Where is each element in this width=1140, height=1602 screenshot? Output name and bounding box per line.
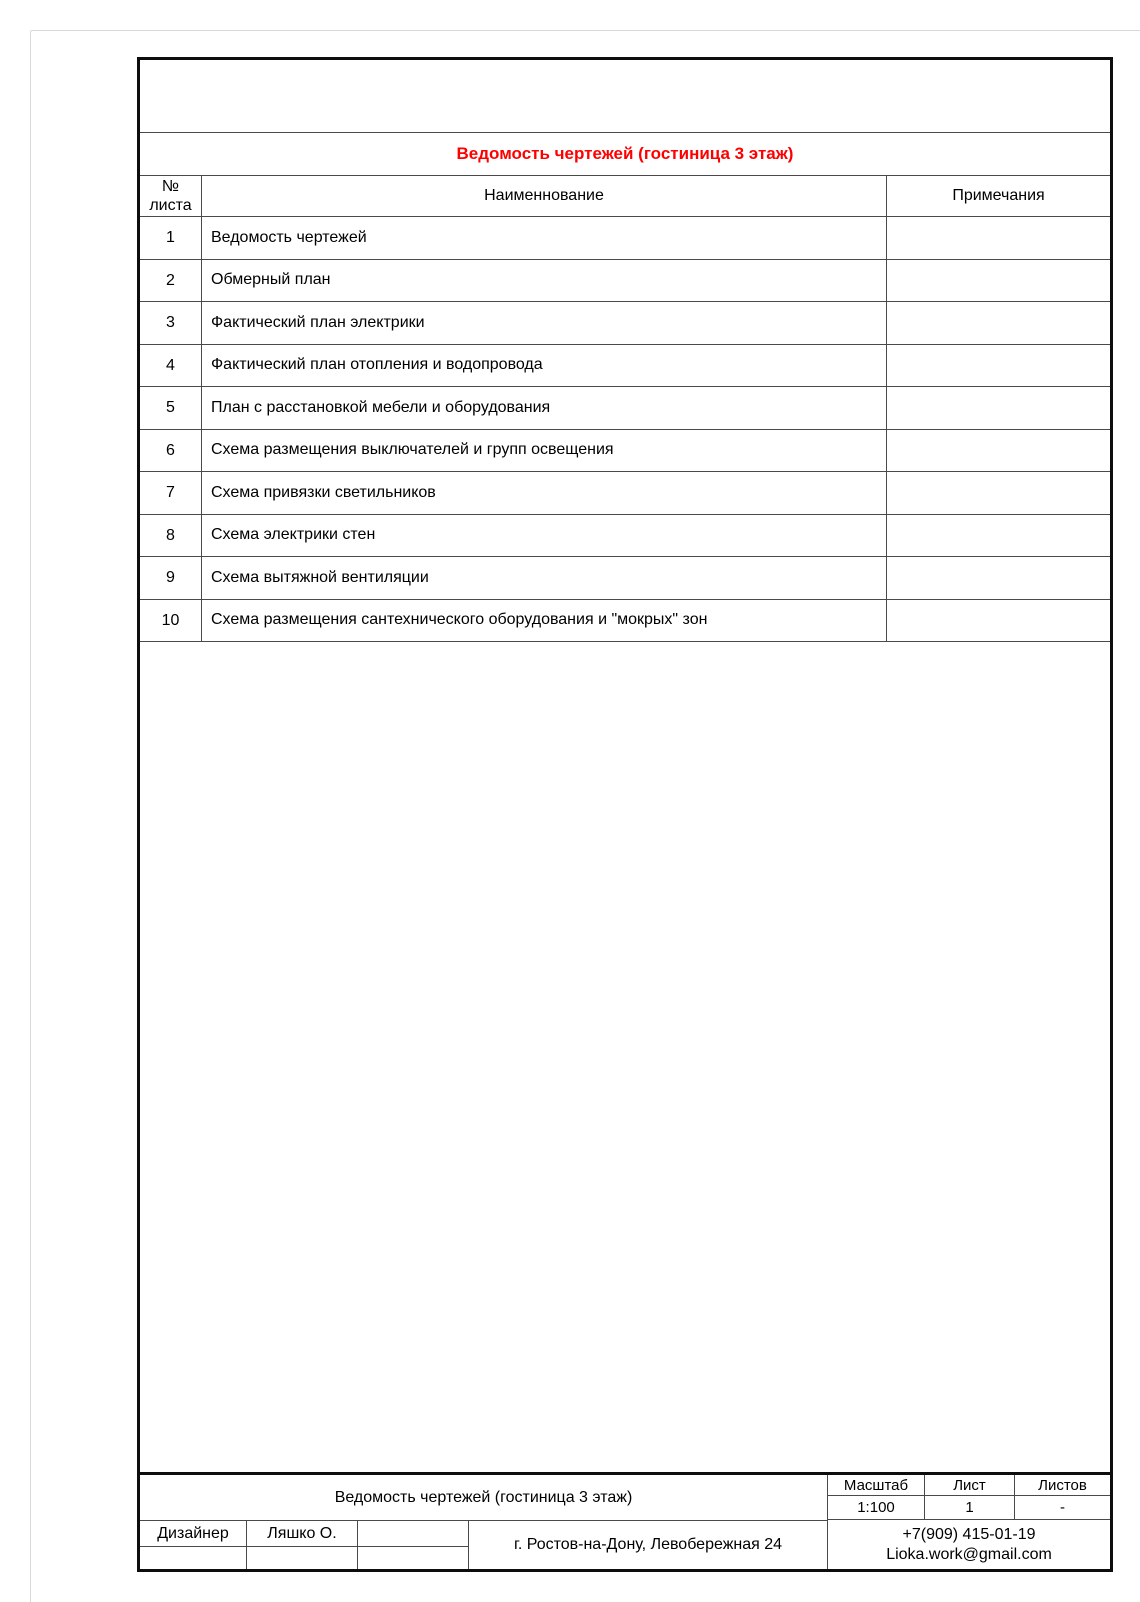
stamp-title-text: Ведомость чертежей (гостиница 3 этаж) — [334, 1488, 633, 1506]
phone-number: +7(909) 415-01-19 — [902, 1525, 1036, 1543]
row-notes — [886, 430, 1110, 472]
table-row — [140, 216, 1110, 259]
row-number: 5 — [140, 387, 202, 429]
table-row — [140, 301, 1110, 344]
title-block-right — [828, 1475, 1110, 1569]
row-name: Ведомость чертежей — [211, 228, 367, 246]
scale-label: Масштаб — [828, 1475, 925, 1495]
table-row — [140, 429, 1110, 472]
header-name — [202, 176, 886, 216]
row-notes — [886, 515, 1110, 557]
table-header-row — [140, 175, 1110, 216]
table-row — [140, 344, 1110, 387]
row-name: Схема привязки светильников — [211, 483, 436, 501]
designer-label-cell — [140, 1521, 247, 1569]
row-name: Фактический план электрики — [211, 313, 425, 331]
header-name-label: Наименнование — [484, 187, 604, 204]
row-notes — [886, 217, 1110, 259]
stamp-bottom-rows — [140, 1520, 827, 1569]
scale-value: 1:100 — [828, 1496, 925, 1519]
row-number: 3 — [140, 302, 202, 344]
row-number: 10 — [140, 600, 202, 642]
table-row — [140, 471, 1110, 514]
row-notes — [886, 387, 1110, 429]
designer-name-empty-cell — [247, 1547, 357, 1569]
stamp-head-row — [828, 1475, 1110, 1495]
document-title — [140, 132, 1110, 175]
email-address: Lioka.work@gmail.com — [886, 1545, 1052, 1563]
designer-label: Дизайнер — [140, 1521, 246, 1547]
designer-empty-cell — [140, 1547, 246, 1569]
row-number: 4 — [140, 345, 202, 387]
row-notes — [886, 260, 1110, 302]
table-row — [140, 514, 1110, 557]
table-row — [140, 259, 1110, 302]
row-notes — [886, 345, 1110, 387]
row-name: Обмерный план — [211, 271, 331, 289]
row-notes — [886, 302, 1110, 344]
drawing-frame — [137, 57, 1113, 1572]
designer-name: Ляшко О. — [247, 1521, 357, 1547]
row-notes — [886, 600, 1110, 642]
row-number: 8 — [140, 515, 202, 557]
blank-cell — [358, 1521, 469, 1569]
row-name: Схема размещения выключателей и групп освещения — [211, 441, 614, 459]
header-num-symbol: № — [161, 178, 180, 195]
row-name: Фактический план отопления и водопровода — [211, 356, 543, 374]
header-sheet-number — [140, 176, 202, 216]
empty-top-band — [140, 60, 1110, 132]
sheets-label: Листов — [1038, 1476, 1087, 1494]
document-title-text: Ведомость чертежей (гостиница 3 этаж) — [456, 144, 794, 163]
address-cell — [469, 1521, 827, 1569]
stamp-title — [140, 1475, 827, 1520]
sheet-label: Лист — [925, 1475, 1015, 1495]
row-notes — [886, 472, 1110, 514]
header-num-word: листа — [149, 197, 192, 214]
contact-cell — [828, 1520, 1110, 1569]
title-block — [140, 1472, 1110, 1569]
title-block-left — [140, 1475, 828, 1569]
row-number: 6 — [140, 430, 202, 472]
header-notes-label: Примечания — [952, 187, 1045, 204]
row-name: План с расстановкой мебели и оборудования — [211, 398, 551, 416]
row-number: 9 — [140, 557, 202, 599]
table-row — [140, 599, 1110, 642]
stamp-values-row — [828, 1495, 1110, 1520]
row-name: Схема размещения сантехнического оборудования и "мокрых" зон — [211, 611, 708, 629]
row-name: Схема электрики стен — [211, 526, 376, 544]
row-number: 1 — [140, 217, 202, 259]
empty-sheet-area — [140, 641, 1110, 1472]
row-number: 2 — [140, 260, 202, 302]
table-row — [140, 386, 1110, 429]
row-notes — [886, 557, 1110, 599]
blank-cell-bottom — [358, 1547, 468, 1569]
blank-cell-top — [358, 1521, 468, 1547]
sheets-value: - — [1060, 1499, 1065, 1516]
header-notes — [886, 176, 1110, 216]
row-name: Схема вытяжной вентиляции — [211, 568, 429, 586]
table-row — [140, 556, 1110, 599]
address-text: г. Ростов-на-Дону, Левобережная 24 — [513, 1536, 783, 1553]
sheet-value: 1 — [925, 1496, 1015, 1519]
designer-name-cell — [247, 1521, 358, 1569]
row-number: 7 — [140, 472, 202, 514]
